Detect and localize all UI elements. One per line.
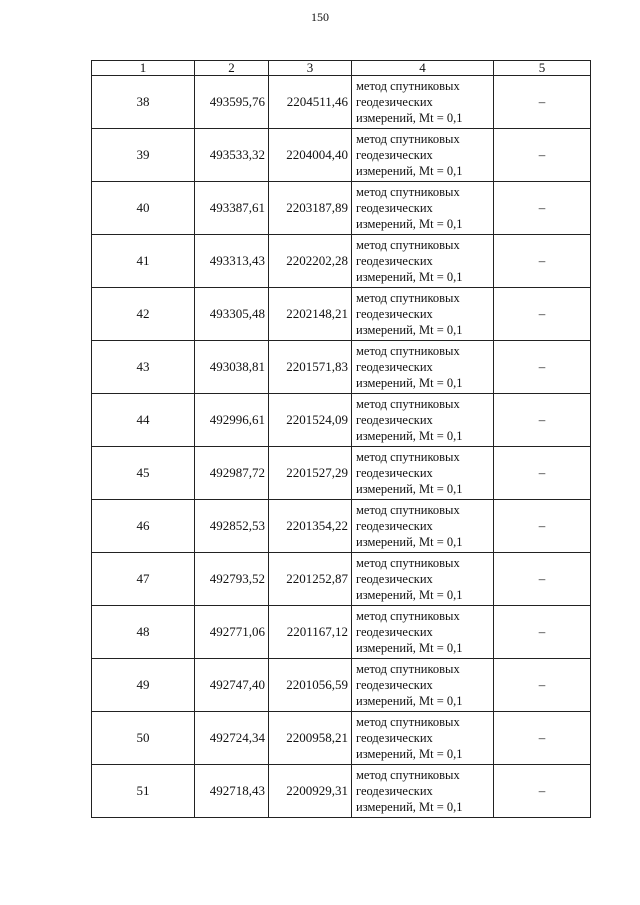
method-text-line: измерений, Mt = 0,1 — [356, 323, 463, 337]
note-cell: – — [494, 235, 591, 288]
column-header-note: 5 — [494, 61, 591, 76]
y-coordinate-cell: 2201056,59 — [269, 659, 352, 712]
y-coordinate-cell: 2202148,21 — [269, 288, 352, 341]
method-text-line: метод спутниковых — [356, 79, 460, 93]
y-coordinate-cell: 2203187,89 — [269, 182, 352, 235]
method-text-line: измерений, Mt = 0,1 — [356, 800, 463, 814]
y-coordinate-cell: 2200929,31 — [269, 765, 352, 818]
method-text-line: измерений, Mt = 0,1 — [356, 747, 463, 761]
note-cell: – — [494, 659, 591, 712]
x-coordinate-cell: 493313,43 — [195, 235, 269, 288]
table-row — [92, 606, 591, 659]
method-text-line: измерений, Mt = 0,1 — [356, 641, 463, 655]
table-header-row — [92, 61, 591, 76]
y-coordinate-cell: 2201167,12 — [269, 606, 352, 659]
point-number-cell: 41 — [92, 235, 195, 288]
method-text-line: геодезических — [356, 731, 433, 745]
point-number-cell: 38 — [92, 76, 195, 129]
table-row — [92, 765, 591, 818]
method-cell — [352, 659, 494, 712]
point-number-cell: 45 — [92, 447, 195, 500]
note-cell: – — [494, 341, 591, 394]
method-text-line: геодезических — [356, 413, 433, 427]
column-header-y: 3 — [269, 61, 352, 76]
method-text-line: метод спутниковых — [356, 344, 460, 358]
method-text-line: метод спутниковых — [356, 503, 460, 517]
method-text-line: метод спутниковых — [356, 662, 460, 676]
y-coordinate-cell: 2204004,40 — [269, 129, 352, 182]
x-coordinate-cell: 492852,53 — [195, 500, 269, 553]
y-coordinate-cell: 2202202,28 — [269, 235, 352, 288]
point-number-cell: 43 — [92, 341, 195, 394]
point-number-cell: 44 — [92, 394, 195, 447]
y-coordinate-cell: 2201354,22 — [269, 500, 352, 553]
table-row — [92, 712, 591, 765]
method-text-line: метод спутниковых — [356, 556, 460, 570]
method-cell — [352, 288, 494, 341]
table-row — [92, 235, 591, 288]
method-text-line: метод спутниковых — [356, 397, 460, 411]
table-row — [92, 553, 591, 606]
method-cell — [352, 129, 494, 182]
method-text-line: геодезических — [356, 784, 433, 798]
note-cell: – — [494, 182, 591, 235]
note-cell: – — [494, 606, 591, 659]
method-cell — [352, 394, 494, 447]
method-text-line: измерений, Mt = 0,1 — [356, 376, 463, 390]
method-cell — [352, 553, 494, 606]
page-number: 150 — [311, 10, 329, 24]
x-coordinate-cell: 493038,81 — [195, 341, 269, 394]
table-row — [92, 500, 591, 553]
method-cell — [352, 235, 494, 288]
point-number-cell: 48 — [92, 606, 195, 659]
point-number-cell: 46 — [92, 500, 195, 553]
method-text-line: метод спутниковых — [356, 715, 460, 729]
x-coordinate-cell: 492724,34 — [195, 712, 269, 765]
point-number-cell: 51 — [92, 765, 195, 818]
note-cell: – — [494, 76, 591, 129]
method-text-line: измерений, Mt = 0,1 — [356, 482, 463, 496]
method-text-line: метод спутниковых — [356, 132, 460, 146]
table-row — [92, 182, 591, 235]
table-row — [92, 447, 591, 500]
method-text-line: геодезических — [356, 625, 433, 639]
method-text-line: измерений, Mt = 0,1 — [356, 535, 463, 549]
method-cell — [352, 182, 494, 235]
y-coordinate-cell: 2204511,46 — [269, 76, 352, 129]
method-text-line: измерений, Mt = 0,1 — [356, 164, 463, 178]
y-coordinate-cell: 2201524,09 — [269, 394, 352, 447]
note-cell: – — [494, 500, 591, 553]
x-coordinate-cell: 492771,06 — [195, 606, 269, 659]
coordinates-table — [91, 60, 591, 818]
note-cell: – — [494, 394, 591, 447]
method-text-line: метод спутниковых — [356, 768, 460, 782]
note-cell: – — [494, 129, 591, 182]
x-coordinate-cell: 492793,52 — [195, 553, 269, 606]
table-row — [92, 341, 591, 394]
method-text-line: метод спутниковых — [356, 450, 460, 464]
column-header-x: 2 — [195, 61, 269, 76]
x-coordinate-cell: 493595,76 — [195, 76, 269, 129]
note-cell: – — [494, 712, 591, 765]
note-cell: – — [494, 288, 591, 341]
method-text-line: измерений, Mt = 0,1 — [356, 270, 463, 284]
method-text-line: измерений, Mt = 0,1 — [356, 217, 463, 231]
method-text-line: геодезических — [356, 678, 433, 692]
method-cell — [352, 341, 494, 394]
note-cell: – — [494, 447, 591, 500]
point-number-cell: 49 — [92, 659, 195, 712]
method-text-line: геодезических — [356, 148, 433, 162]
method-text-line: метод спутниковых — [356, 185, 460, 199]
column-header-point-number: 1 — [92, 61, 195, 76]
method-text-line: метод спутниковых — [356, 609, 460, 623]
table-row — [92, 288, 591, 341]
table-body — [92, 76, 591, 818]
method-cell — [352, 606, 494, 659]
method-text-line: геодезических — [356, 572, 433, 586]
x-coordinate-cell: 493387,61 — [195, 182, 269, 235]
x-coordinate-cell: 492747,40 — [195, 659, 269, 712]
y-coordinate-cell: 2201252,87 — [269, 553, 352, 606]
method-cell — [352, 712, 494, 765]
method-text-line: геодезических — [356, 254, 433, 268]
method-text-line: геодезических — [356, 466, 433, 480]
method-cell — [352, 765, 494, 818]
method-text-line: измерений, Mt = 0,1 — [356, 111, 463, 125]
note-cell: – — [494, 553, 591, 606]
method-text-line: геодезических — [356, 519, 433, 533]
x-coordinate-cell: 492996,61 — [195, 394, 269, 447]
column-header-method: 4 — [352, 61, 494, 76]
method-text-line: измерений, Mt = 0,1 — [356, 429, 463, 443]
point-number-cell: 47 — [92, 553, 195, 606]
point-number-cell: 42 — [92, 288, 195, 341]
point-number-cell: 40 — [92, 182, 195, 235]
table-row — [92, 394, 591, 447]
method-text-line: измерений, Mt = 0,1 — [356, 694, 463, 708]
note-cell: – — [494, 765, 591, 818]
method-cell — [352, 76, 494, 129]
y-coordinate-cell: 2201527,29 — [269, 447, 352, 500]
y-coordinate-cell: 2201571,83 — [269, 341, 352, 394]
x-coordinate-cell: 493533,32 — [195, 129, 269, 182]
table-row — [92, 76, 591, 129]
method-text-line: геодезических — [356, 95, 433, 109]
method-cell — [352, 500, 494, 553]
method-cell — [352, 447, 494, 500]
method-text-line: метод спутниковых — [356, 291, 460, 305]
point-number-cell: 39 — [92, 129, 195, 182]
x-coordinate-cell: 492718,43 — [195, 765, 269, 818]
y-coordinate-cell: 2200958,21 — [269, 712, 352, 765]
x-coordinate-cell: 493305,48 — [195, 288, 269, 341]
method-text-line: метод спутниковых — [356, 238, 460, 252]
method-text-line: геодезических — [356, 201, 433, 215]
x-coordinate-cell: 492987,72 — [195, 447, 269, 500]
method-text-line: геодезических — [356, 360, 433, 374]
table-row — [92, 659, 591, 712]
table-row — [92, 129, 591, 182]
point-number-cell: 50 — [92, 712, 195, 765]
method-text-line: геодезических — [356, 307, 433, 321]
method-text-line: измерений, Mt = 0,1 — [356, 588, 463, 602]
